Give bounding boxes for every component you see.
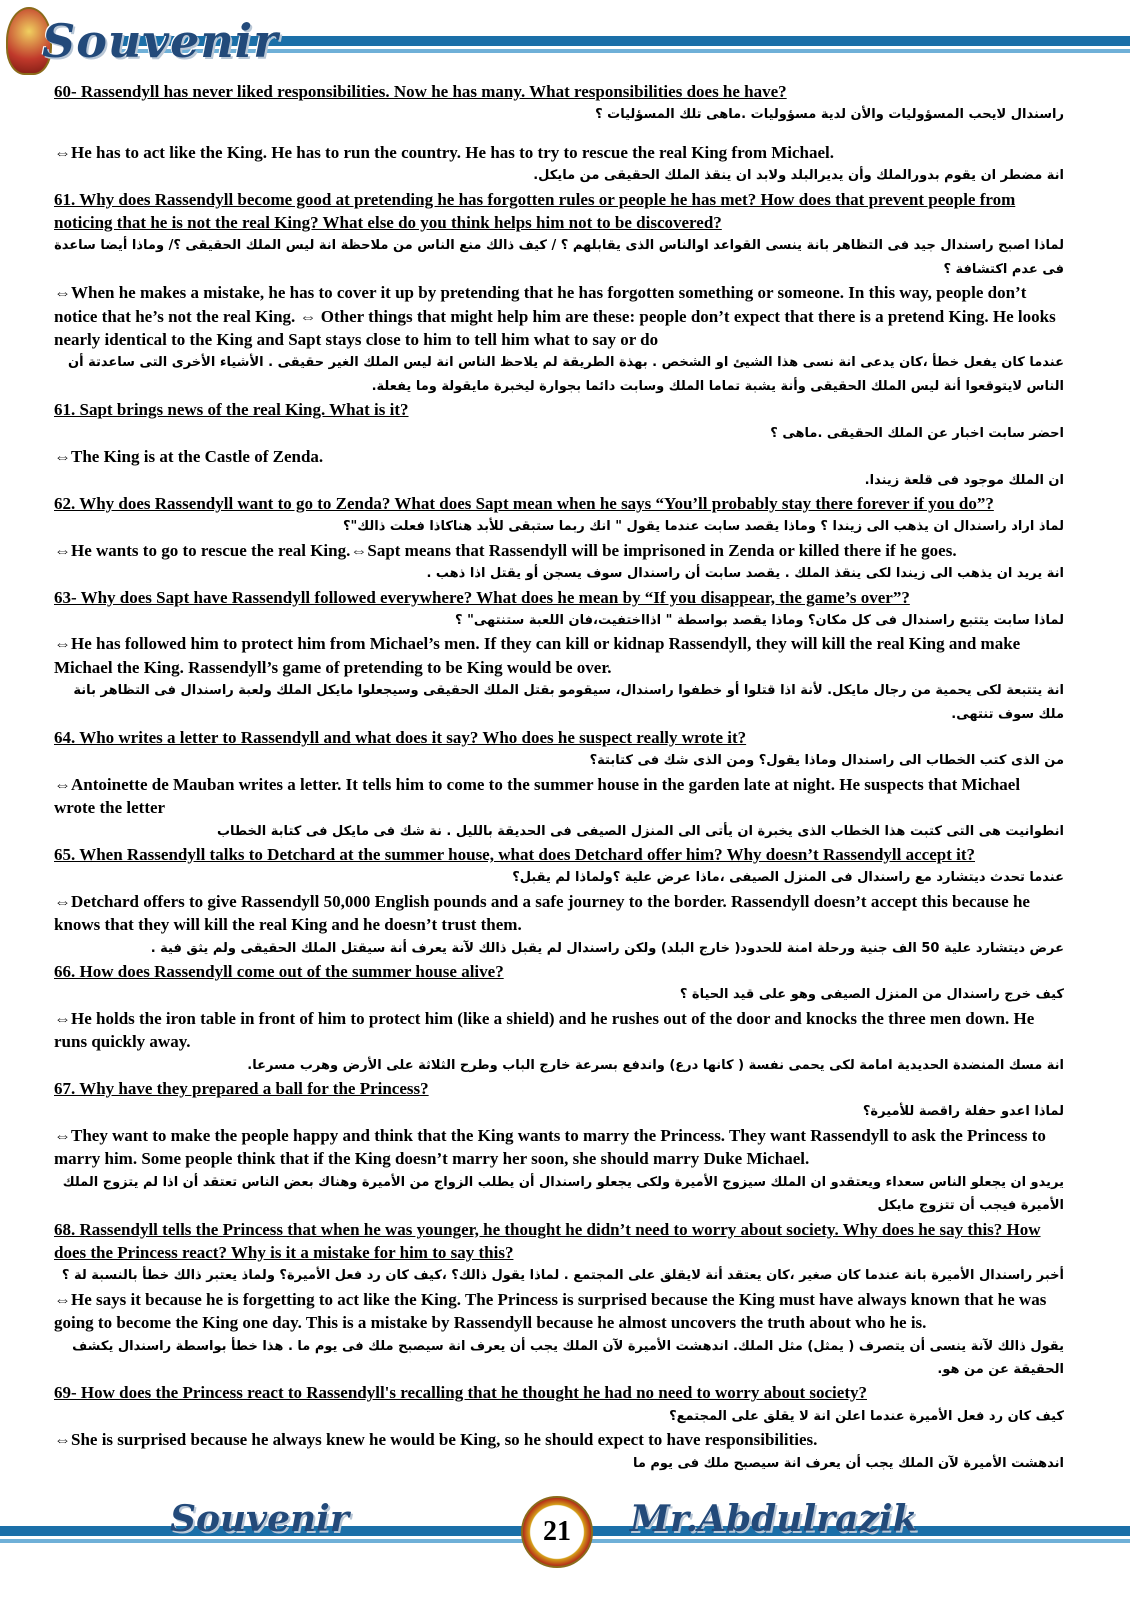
qa-item-61b bbox=[54, 398, 1064, 492]
logo-text: Souvenir bbox=[42, 14, 279, 68]
answer-68: ⇔ He says it because he is forgetting to act like the King. The Princess is surprised because the King must have always known that he was going to become the King one day. This is a mistake by Rassendyll because he almost uncovers the truth about who he is. bbox=[54, 1288, 1064, 1335]
question-67-arabic: لماذا اعدو حفلة راقصة للأميرة؟ bbox=[862, 1104, 1064, 1120]
question-68-arabic: أخبر راسندال الأميرة بانة عندما كان صغير ،كان يعتقد أنة لايقلق على المجتمع . لماذا يقول ذالك؟ ،كيف كان رد فعل الأميرة؟ ولماذ يعتبر ذالك خطأ بالنسبة لة ؟ bbox=[61, 1268, 1064, 1284]
question-61a: 61. Why does Rassendyll become good at pretending he has forgotten rules or people he has met? How does that prevent people from noticing that he is not the real King? What else do you think helps him not to be discovered? bbox=[54, 189, 1016, 233]
answer-60-arabic: انة مضطر ان يقوم بدورالملك وأن يديرالبلد ولابد ان ينقذ الملك الحقيقى من مايكل. bbox=[533, 168, 1064, 184]
question-62-arabic: لماذ اراد راسندال ان يذهب الى زيندا ؟ وماذا يقصد سابت عندما يقول " انك ربما ستبقى للأبد هناكاذا فعلت ذالك"؟ bbox=[342, 519, 1064, 535]
qa-content bbox=[54, 80, 1064, 1475]
answer-64-arabic: انطوانيت هى التى كتبت هذا الخطاب الذى يخبرة ان يأتى الى المنزل الصيفى فى الحديقة بالليل . نة شك فى مايكل فى كتابة الخطاب bbox=[216, 823, 1064, 839]
qa-item-68 bbox=[54, 1218, 1064, 1382]
qa-item-67 bbox=[54, 1077, 1064, 1217]
question-64: 64. Who writes a letter to Rassendyll and what does it say? Who does he suspect really wrote it? bbox=[54, 727, 747, 747]
souvenir-logo bbox=[6, 2, 279, 80]
answer-63-arabic: انة يتتبعة لكى يحمية من رجال مايكل. لأنة اذا قتلوا أو خطفوا راسندال، سيقومو بقتل الملك الحقيقى وسيجعلوا مايكل الملك ولعبة راسندال فى التظاهر بانة ملك سوف تنتهى. bbox=[73, 683, 1064, 722]
qa-item-63 bbox=[54, 586, 1064, 726]
question-63: 63- Why does Sapt have Rassendyll followed everywhere? What does he mean by “If you disappear, the game’s over”? bbox=[54, 587, 910, 607]
question-69-arabic: كيف كان رد فعل الأميرة عندما اعلن انة لا يقلق على المجتمع؟ bbox=[669, 1408, 1064, 1424]
question-65: 65. When Rassendyll talks to Detchard at the summer house, what does Detchard offer him? Why doesn’t Rassendyll accept it? bbox=[54, 845, 975, 864]
answer-63: ⇔ He has followed him to protect him from Michael’s men. If they can kill or kidnap Rassendyll, they will kill the real King and make Michael the King. Rassendyll’s game of pretending to be King would be over. bbox=[54, 632, 1064, 679]
question-61a-arabic: لماذا اصبح راسندال جيد فى التظاهر بانة ينسى القواعد اوالناس الذى يقابلهم ؟ / كيف ذالك منع الناس من ملاحظة انة ليس الملك الحقيقى ؟/ وماذا أيضا ساعدة فى عدم اكتشافة ؟ bbox=[54, 238, 1064, 277]
footer-logo-text: Souvenir bbox=[170, 1498, 349, 1540]
question-64-arabic: من الذى كتب الخطاب الى راسندال وماذا يقول؟ ومن الذى شك فى كتابتة؟ bbox=[589, 753, 1064, 769]
answer-61b-arabic: ان الملك موجود فى قلعة زيندا. bbox=[864, 472, 1064, 488]
qa-item-65 bbox=[54, 843, 1064, 960]
answer-65: ⇔ Detchard offers to give Rassendyll 50,000 English pounds and a safe journey to the border. Rassendyll doesn’t accept this because he knows that they will kill the real King and he doesn’t trust them. bbox=[54, 890, 1064, 937]
answer-69: ⇔ She is surprised because he always knew he would be King, so he should expect to have responsibilities. bbox=[54, 1428, 1064, 1451]
footer-author: Mr.Abdulrazik bbox=[630, 1498, 918, 1540]
answer-68-arabic: يقول ذالك لآنة ينسى أن يتصرف ( يمثل) مثل الملك. اندهشت الأميرة لآن الملك يجب أن يعرف انة سيصبح ملك فى يوم ما . هذا خطأ بواسطة راسندال يكشف الحقيقة عن من هو. bbox=[72, 1338, 1064, 1377]
qa-item-62 bbox=[54, 492, 1064, 586]
answer-66-arabic: انة مسك المنضدة الحديدية امامة لكى يحمى نفسة ( كانها درع) واندفع بسرعة خارج الباب وطرح الثلاثة على الأرض وهرب مسرعا. bbox=[247, 1057, 1064, 1073]
qa-item-60 bbox=[54, 80, 1064, 188]
answer-62: ⇔ He wants to go to rescue the real King.⇔Sapt means that Rassendyll will be imprisoned in Zenda or killed there if he goes. bbox=[54, 539, 1064, 562]
answer-69-arabic: اندهشت الأميرة لآن الملك يجب أن يعرف انة سيصبح ملك فى يوم ما bbox=[632, 1455, 1064, 1471]
question-61b-arabic: احضر سابت اخبار عن الملك الحقيقى .ماهى ؟ bbox=[770, 425, 1064, 441]
answer-67: ⇔ They want to make the people happy and think that the King wants to marry the Princess. They want Rassendyll to ask the Princess to marry him. Some people think that if the King doesn’t marry her soon, she should marry Duke Michael. bbox=[54, 1124, 1064, 1171]
page-number-badge bbox=[521, 1496, 593, 1568]
qa-item-69 bbox=[54, 1381, 1064, 1475]
qa-item-61a bbox=[54, 188, 1064, 399]
question-60-arabic: راسندال لايحب المسؤوليات والأن لدية مسؤوليات .ماهى تلك المسؤليات ؟ bbox=[595, 107, 1064, 123]
answer-61b: ⇔ The King is at the Castle of Zenda. bbox=[54, 445, 1064, 468]
answer-65-arabic: عرض ديتشارد علية 50 الف جنية ورحلة امنة للحدود( خارج البلد) ولكن راسندال لم يقبل ذالك لآنة يعرف أنة سيقتل الملك الحقيقى ولم يثق فية . bbox=[150, 940, 1064, 956]
answer-67-arabic: يريدو ان يجعلو الناس سعداء ويعتقدو ان الملك سيزوج الأميرة ولكى يجعلو راسندال أن يطلب الزواج من الأميرة وهناك بعض الناس تعتقد أن اذا لم يتزوج الملك الأميرة فيجب أن تتزوج مايكل bbox=[62, 1174, 1064, 1214]
question-67: 67. Why have they prepared a ball for the Princess? bbox=[54, 1079, 429, 1099]
answer-64: ⇔ Antoinette de Mauban writes a letter. It tells him to come to the summer house in the garden late at night. He suspects that Michael wrote the letter bbox=[54, 773, 1064, 820]
page-number: 21 bbox=[543, 1516, 571, 1547]
question-68: 68. Rassendyll tells the Princess that when he was younger, he thought he didn’t need to worry about society. Why does he say this? How does the Princess react? Why is it a mistake for him to say this? bbox=[54, 1219, 1041, 1262]
page-footer bbox=[0, 1478, 1130, 1598]
question-69: 69- How does the Princess react to Rassendyll's recalling that he thought he had no need to worry about society? bbox=[54, 1383, 867, 1403]
question-60: 60- Rassendyll has never liked responsibilities. Now he has many. What responsibilities does he have? bbox=[54, 82, 787, 101]
question-66-arabic: كيف خرج راسندال من المنزل الصيفى وهو على قيد الحياة ؟ bbox=[679, 987, 1064, 1003]
qa-item-64 bbox=[54, 726, 1064, 843]
answer-61a: ⇔ When he makes a mistake, he has to cover it up by pretending that he has forgotten something or someone. In this way, people don’t notice that he’s not the real King. ⇔ Other things that might help him are these: people don’t expect that there is a pretend King. He looks nearly identical to the King and Sapt stays close to him to tell him what to say or do bbox=[54, 281, 1064, 351]
question-65-arabic: عندما تحدث ديتشارد مع راسندال فى المنزل الصيفى ،ماذا عرض علية ؟ولماذا لم يقبل؟ bbox=[512, 870, 1064, 886]
answer-66: ⇔ He holds the iron table in front of him to protect him (like a shield) and he rushes out of the door and knocks the three men down. He runs quickly away. bbox=[54, 1007, 1064, 1054]
qa-item-66 bbox=[54, 960, 1064, 1077]
question-63-arabic: لماذا سابت يتتبع راسندال فى كل مكان؟ وماذا يقصد بواسطة " اذااختفيت،فان اللعبة ستنتهى" ؟ bbox=[455, 612, 1064, 628]
question-62: 62. Why does Rassendyll want to go to Zenda? What does Sapt mean when he says “You’ll probably stay there forever if you do”? bbox=[54, 493, 994, 513]
answer-60: ⇔ He has to act like the King. He has to run the country. He has to try to rescue the real King from Michael. bbox=[54, 141, 1064, 164]
answer-61a-arabic: عندما كان يفعل خطأ ،كان يدعى انة نسى هذا الشيئ او الشخص . بهذة الطريقة لم يلاحظ الناس انة ليس الملك الغير حقيقى . الأشياء الأخرى التى ساعدتة أن الناس لايتوقعوا أنة ليس الملك الحقيقى وأنة يشبة تماما الملك وسابت دائما بجوارة ليخبرة مايقولة وما يفعلة. bbox=[68, 355, 1064, 394]
page-header bbox=[0, 0, 1130, 84]
question-61b: 61. Sapt brings news of the real King. What is it? bbox=[54, 400, 409, 420]
question-66: 66. How does Rassendyll come out of the summer house alive? bbox=[54, 962, 504, 982]
answer-62-arabic: انة يريد ان يذهب الى زيندا لكى ينقذ الملك . يقصد سابت أن راسندال سوف يسجن أو يقتل اذا ذهب . bbox=[426, 566, 1064, 582]
